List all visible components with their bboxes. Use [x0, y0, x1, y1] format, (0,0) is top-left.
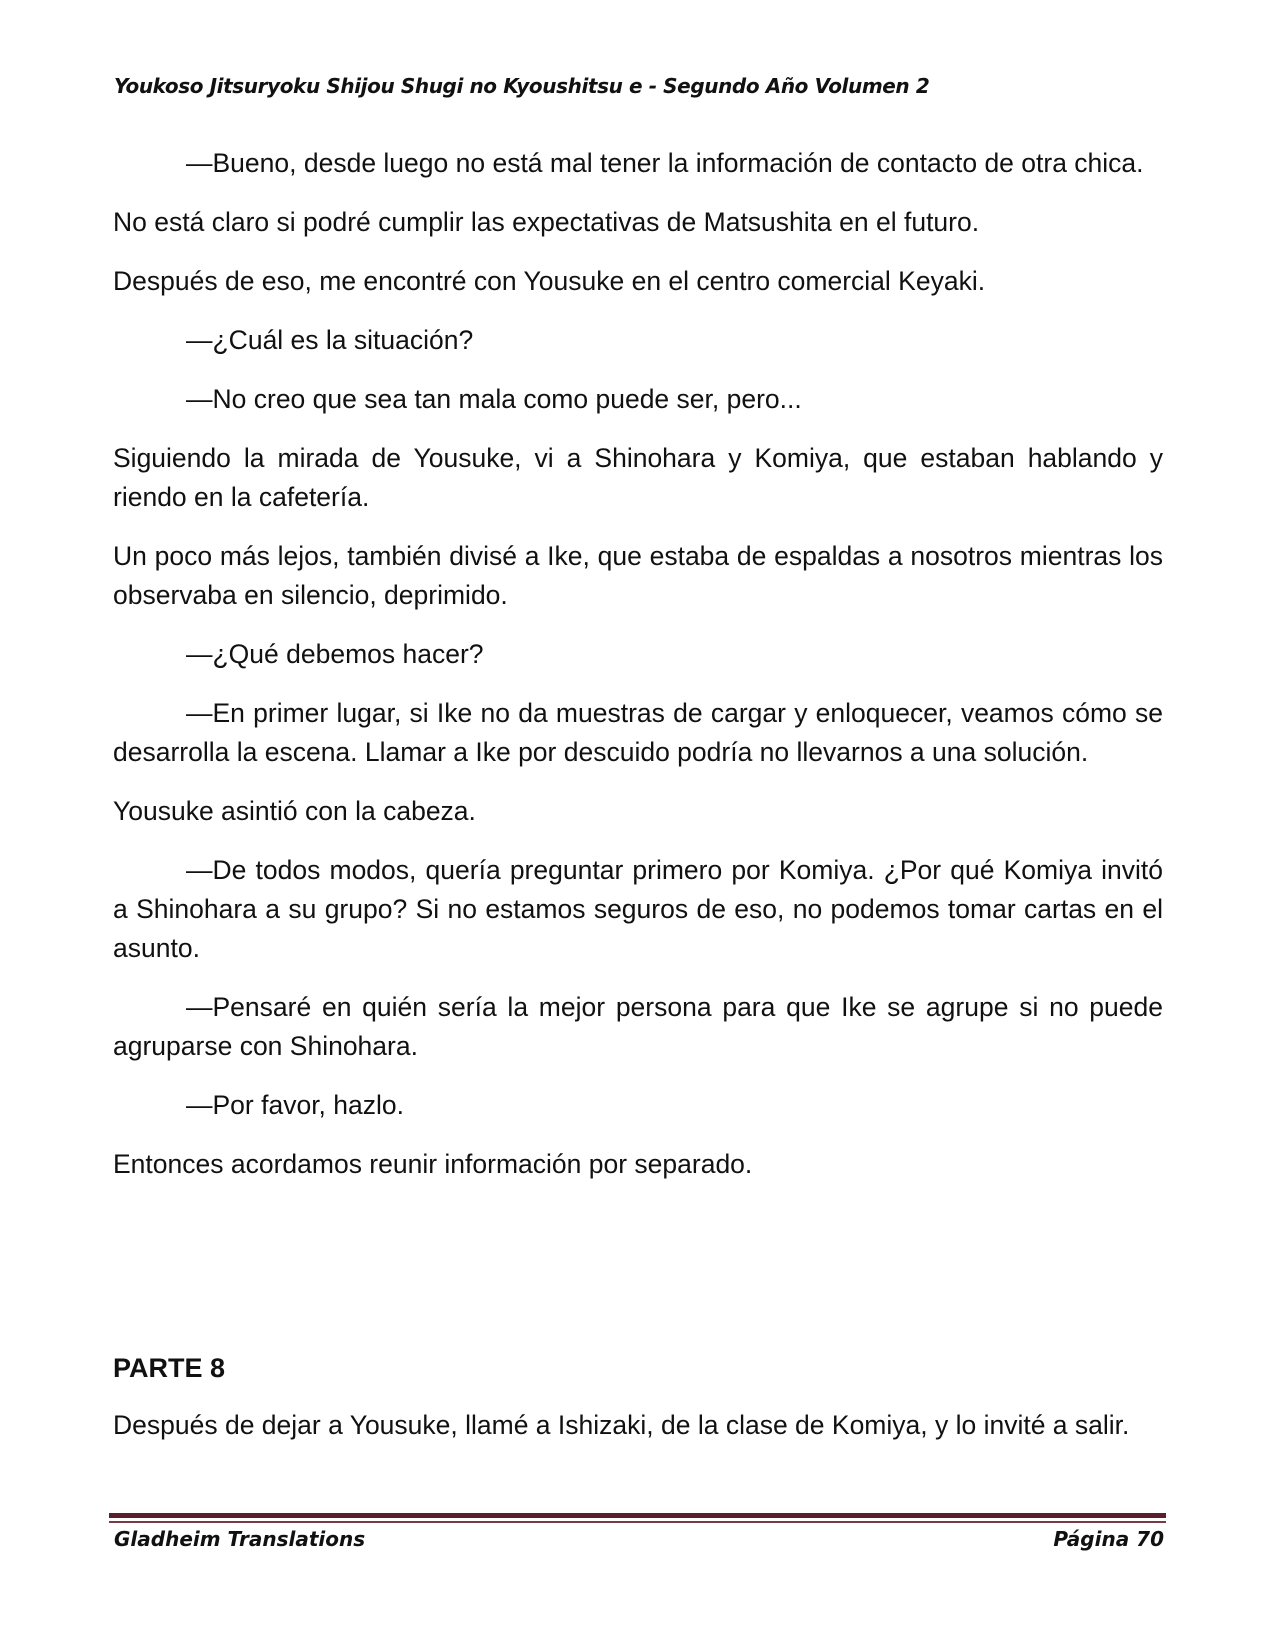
paragraph: Entonces acordamos reunir información por separado. — [113, 1149, 753, 1179]
paragraph: Siguiendo la mirada de Yousuke, vi a Shinohara y Komiya, que estaban hablando y riendo en la cafetería. — [113, 443, 1163, 512]
running-header: Youkoso Jitsuryoku Shijou Shugi no Kyoushitsu e - Segundo Año Volumen 2 — [114, 74, 930, 98]
page-body — [113, 144, 1163, 1204]
page-number: Página 70 — [1053, 1527, 1164, 1551]
paragraph: Después de eso, me encontré con Yousuke en el centro comercial Keyaki. — [113, 266, 986, 296]
section-paragraph: Después de dejar a Yousuke, llamé a Ishizaki, de la clase de Komiya, y lo invité a salir. — [113, 1410, 1130, 1440]
paragraph-dialog: —Bueno, desde luego no está mal tener la información de contacto de otra chica. — [186, 148, 1144, 178]
paragraph: Un poco más lejos, también divisé a Ike, que estaba de espaldas a nosotros mientras los observaba en silencio, deprimido. — [113, 541, 1163, 610]
paragraph: Yousuke asintió con la cabeza. — [113, 796, 476, 826]
paragraph-dialog: —De todos modos, quería preguntar primero por Komiya. ¿Por qué Komiya invitó a Shinohara a su grupo? Si no estamos seguros de eso, no podemos tomar cartas en el asunto. — [113, 855, 1163, 963]
paragraph-dialog: —¿Cuál es la situación? — [186, 325, 474, 355]
paragraph-dialog: —¿Qué debemos hacer? — [186, 639, 484, 669]
paragraph-dialog: —Por favor, hazlo. — [186, 1090, 404, 1120]
footer-divider-thin — [109, 1521, 1166, 1523]
paragraph-dialog: —Pensaré en quién sería la mejor persona para que Ike se agrupe si no puede agruparse con Shinohara. — [113, 992, 1163, 1061]
paragraph: No está claro si podré cumplir las expectativas de Matsushita en el futuro. — [113, 207, 980, 237]
paragraph-dialog: —En primer lugar, si Ike no da muestras de cargar y enloquecer, veamos cómo se desarrolla la escena. Llamar a Ike por descuido podría no llevarnos a una solución. — [113, 698, 1163, 767]
footer-divider — [109, 1513, 1166, 1518]
footer-credit: Gladheim Translations — [114, 1527, 366, 1551]
section-heading: PARTE 8 — [113, 1353, 226, 1383]
paragraph-dialog: —No creo que sea tan mala como puede ser, pero... — [186, 384, 802, 414]
